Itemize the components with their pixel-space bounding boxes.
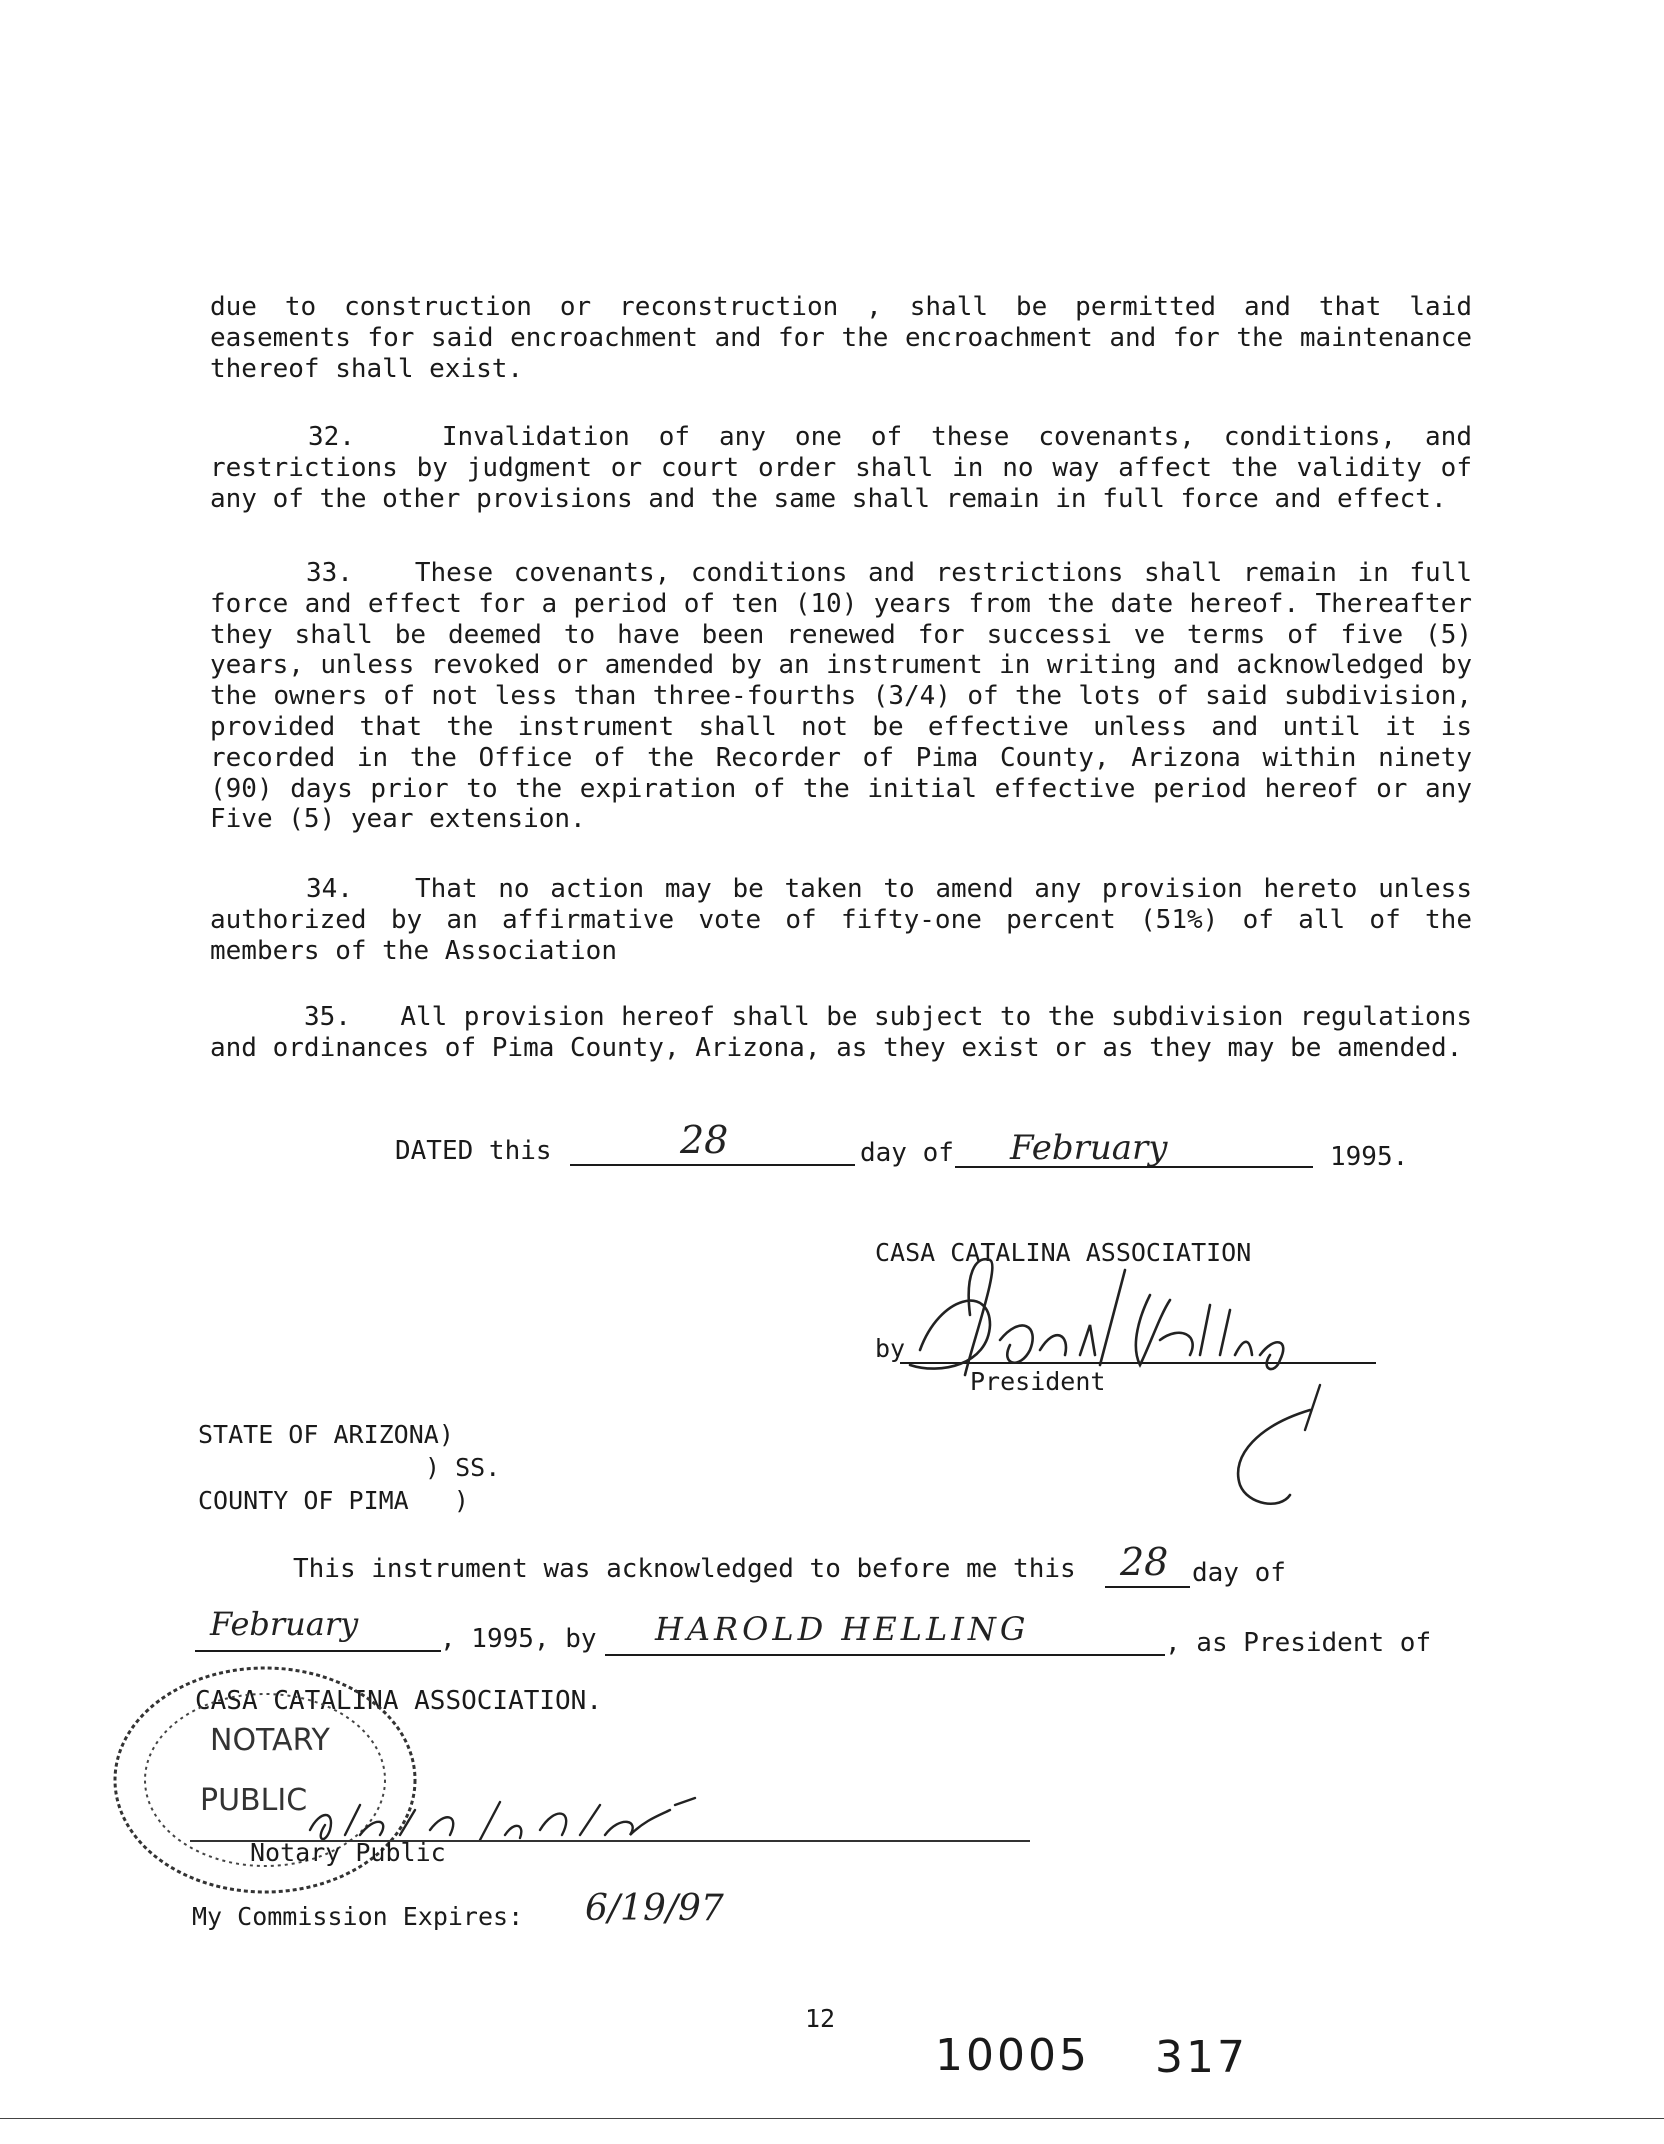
commission-date-handwritten: 6/19/97 — [585, 1888, 724, 1929]
paragraph-32: 32. Invalidation of any one of these covenants, conditions, and restrictions by judgment or court order shall in no way affect the validity of any of the other provisions and the same shall remain in full force and effect. — [210, 422, 1472, 514]
ack-line1-suffix: day of — [1192, 1558, 1286, 1588]
ack-line2-suffix: , as President of — [1165, 1628, 1432, 1658]
seal-text-public: PUBLIC — [200, 1783, 308, 1818]
ack-line1-prefix: This instrument was acknowledged to before me this — [293, 1554, 1076, 1584]
venue-county: COUNTY OF PIMA ) — [198, 1486, 469, 1515]
recording-stamp-left: 10005 — [935, 2030, 1090, 2081]
paragraph-number: 33. — [306, 558, 353, 588]
ack-name-handwritten: HAROLD HELLING — [655, 1610, 1030, 1648]
paragraph-number: 35. — [304, 1002, 351, 1032]
paragraph-number: 34. — [306, 874, 353, 904]
ack-line3: CASA CATALINA ASSOCIATION. — [195, 1686, 602, 1716]
venue-ss: ) SS. — [425, 1453, 501, 1482]
dated-year: 1995. — [1330, 1142, 1409, 1172]
paragraph-34: 34. That no action may be taken to amend any provision hereto unless authorized by an affirmative vote of fifty-one percent (51%) of all of the members of the Association — [210, 874, 1472, 966]
dated-day-handwritten: 28 — [680, 1118, 729, 1162]
ack-line2-year: , 1995, by — [440, 1624, 597, 1654]
dated-month-handwritten: February — [1010, 1128, 1168, 1168]
dated-mid: day of — [860, 1138, 954, 1168]
president-signature — [880, 1255, 1400, 1515]
ack-month-handwritten: February — [210, 1605, 359, 1643]
page-bottom-rule — [0, 2118, 1664, 2119]
ack-day-handwritten: 28 — [1120, 1540, 1169, 1584]
recording-stamp-right: 317 — [1155, 2032, 1248, 2083]
venue-state: STATE OF ARIZONA) — [198, 1420, 454, 1449]
dated-prefix: DATED this — [395, 1136, 552, 1166]
notary-seal — [100, 1650, 430, 1910]
signature-by: by — [875, 1334, 906, 1363]
paragraph-continuation: due to construction or reconstruction , shall be permitted and that laid easements for said encroachment and for the encroachment and for the maintenance thereof shall exist. — [210, 292, 1472, 384]
signature-org: CASA CATALINA ASSOCIATION — [875, 1238, 1252, 1267]
seal-text-notary: NOTARY — [210, 1723, 330, 1758]
commission-label: My Commission Expires: — [192, 1902, 524, 1931]
page-number: 12 — [805, 2004, 836, 2033]
signature-title: President — [970, 1367, 1106, 1396]
paragraph-number: 32. — [308, 422, 355, 452]
paragraph-33: 33. These covenants, conditions and restrictions shall remain in full force and effect for a period of ten (10) years from the date hereof. Thereafter they shall be deemed to have been renewed for successi ve terms of five (5) years, unless revoked or amended by an instrument in writing and acknowledged by the owners of not less than three-fourths (3/4) of the lots of said subdivision, provided that the instrument shall not be effective unless and until it is recorded in the Office of the Recorder of Pima County, Arizona within ninety (90) days prior to the expiration of the initial effective period hereof or any Five (5) year extension. — [210, 558, 1472, 835]
notary-label: Notary Public — [250, 1838, 446, 1867]
paragraph-35: 35. All provision hereof shall be subject to the subdivision regulations and ordinances of Pima County, Arizona, as they exist or as they may be amended. — [210, 1002, 1472, 1063]
